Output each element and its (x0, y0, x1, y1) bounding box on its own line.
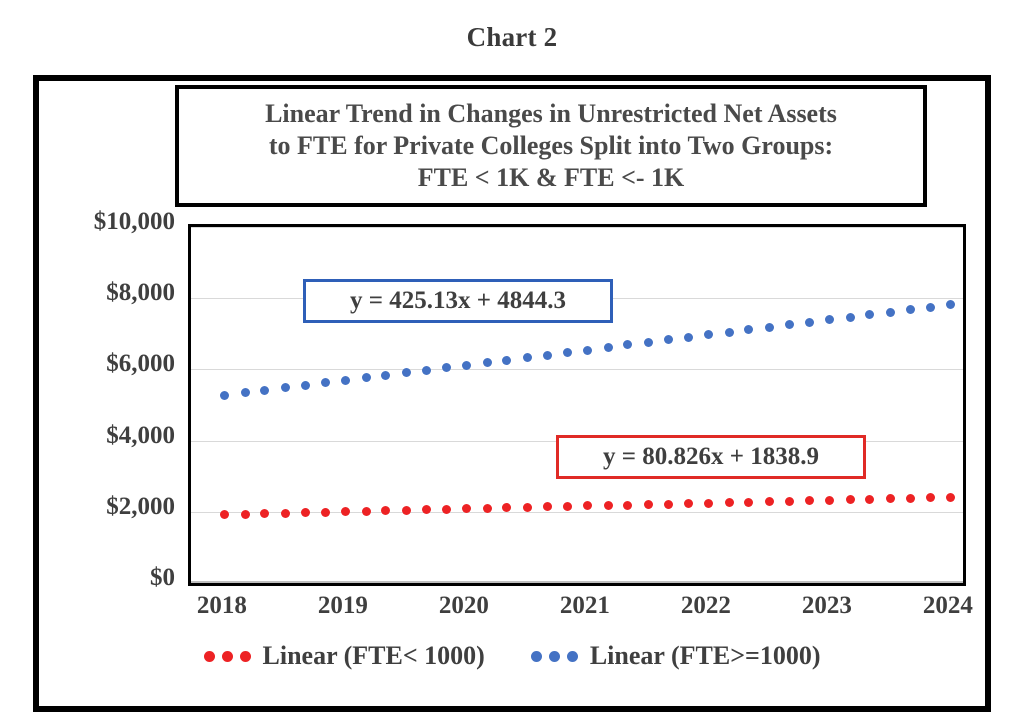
data-point (220, 391, 229, 400)
data-point (805, 318, 814, 327)
x-axis-tick-label: 2022 (680, 592, 731, 619)
data-point (563, 502, 572, 511)
data-point (241, 388, 250, 397)
data-point (906, 494, 915, 503)
data-point (846, 495, 855, 504)
gridline (191, 369, 963, 370)
legend-label-fte-lt-1000: Linear (FTE< 1000) (262, 641, 485, 670)
y-axis-labels (20, 208, 175, 591)
data-point (865, 495, 874, 504)
x-axis-labels (188, 592, 973, 628)
legend-marker-red (204, 651, 251, 662)
data-point (825, 315, 834, 324)
data-point (725, 498, 734, 507)
data-point (725, 328, 734, 337)
gridline (191, 227, 963, 228)
data-point (805, 496, 814, 505)
data-point (704, 330, 713, 339)
y-axis-tick-label: $0 (150, 564, 175, 591)
data-point (563, 348, 572, 357)
data-point (926, 303, 935, 312)
x-axis-tick-label: 2024 (922, 592, 973, 619)
y-axis-tick-label: $8,000 (106, 279, 175, 307)
x-axis-tick-label: 2020 (438, 592, 489, 619)
data-point (744, 325, 753, 334)
legend-item-fte-lt-1000 (204, 641, 485, 671)
legend-label-fte-gte-1000: Linear (FTE>=1000) (589, 641, 821, 670)
data-point (765, 497, 774, 506)
data-point (321, 378, 330, 387)
data-point (785, 497, 794, 506)
data-point (301, 381, 310, 390)
data-point (341, 376, 350, 385)
data-point (946, 300, 955, 309)
data-point (825, 496, 834, 505)
chart-title-line-3: FTE < 1K & FTE <- 1K (417, 162, 685, 192)
data-point (362, 373, 371, 382)
data-point (765, 323, 774, 332)
data-point (623, 501, 632, 510)
data-point (442, 363, 451, 372)
data-point (583, 346, 592, 355)
x-axis-tick-label: 2019 (317, 592, 368, 619)
data-point (220, 510, 229, 519)
data-point (260, 386, 269, 395)
data-point (684, 333, 693, 342)
data-point (644, 500, 653, 509)
data-point (543, 502, 552, 511)
data-point (281, 509, 290, 518)
data-point (301, 508, 310, 517)
data-point (422, 366, 431, 375)
data-point (946, 493, 955, 502)
data-point (341, 507, 350, 516)
chart-title-line-1: Linear Trend in Changes in Unrestricted Net Assets (265, 99, 837, 129)
data-point (684, 499, 693, 508)
data-point (422, 505, 431, 514)
data-point (865, 310, 874, 319)
data-point (604, 501, 613, 510)
data-point (483, 504, 492, 513)
data-point (664, 500, 673, 509)
data-point (462, 361, 471, 370)
data-point (241, 510, 250, 519)
data-point (402, 368, 411, 377)
chart-legend (33, 634, 991, 678)
x-axis-tick-label: 2021 (559, 592, 610, 619)
data-point (604, 343, 613, 352)
data-point (442, 505, 451, 514)
data-point (906, 305, 915, 314)
data-point (483, 358, 492, 367)
data-point (523, 353, 532, 362)
chart-caption: Chart 2 (466, 22, 558, 52)
data-point (704, 499, 713, 508)
x-axis-tick-label: 2018 (196, 592, 247, 619)
y-axis-tick-label: $6,000 (106, 350, 175, 378)
data-point (281, 383, 290, 392)
y-axis-tick-label: $2,000 (106, 492, 175, 520)
x-axis-tick-label: 2023 (801, 592, 852, 619)
data-point (623, 340, 632, 349)
data-point (362, 507, 371, 516)
data-point (785, 320, 794, 329)
data-point (744, 498, 753, 507)
data-point (926, 493, 935, 502)
data-point (846, 313, 855, 322)
data-point (402, 506, 411, 515)
data-point (321, 508, 330, 517)
blue-trendline-equation-box: y = 425.13x + 4844.3 (303, 279, 613, 323)
chart-title-line-2: to FTE for Private Colleges Split into Two Groups: (268, 131, 834, 161)
data-point (260, 509, 269, 518)
data-point (886, 308, 895, 317)
data-point (523, 503, 532, 512)
data-point (381, 506, 390, 515)
x-axis-line (191, 581, 963, 583)
legend-marker-blue (531, 651, 578, 662)
data-point (502, 356, 511, 365)
red-trendline-equation-box: y = 80.826x + 1838.9 (556, 435, 866, 479)
data-point (886, 494, 895, 503)
data-point (543, 351, 552, 360)
data-point (664, 335, 673, 344)
y-axis-tick-label: $4,000 (106, 421, 175, 449)
y-axis-tick-label: $10,000 (93, 208, 175, 235)
chart-title-box (175, 85, 927, 207)
data-point (381, 371, 390, 380)
data-point (644, 338, 653, 347)
data-point (583, 501, 592, 510)
legend-item-fte-gte-1000 (531, 641, 821, 671)
